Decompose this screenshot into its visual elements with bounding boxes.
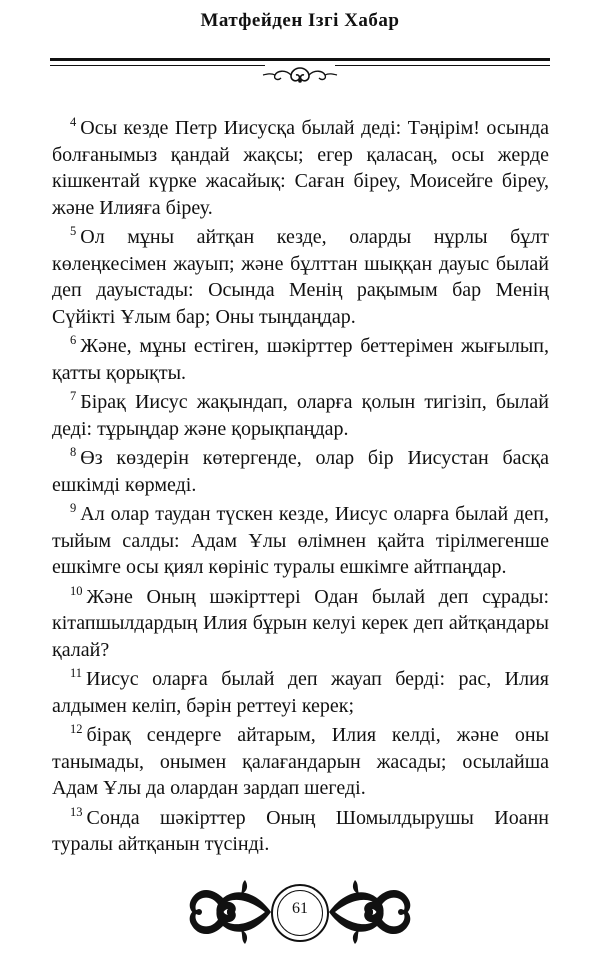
verse-text: Ал олар таудан түскен кезде, Иисус оларға былай деп, тыйым салды: Адам Ұлы өлімнен қайта тірілмегенше ешкімге осы қиял көрініс туралы ешкімге айтпаңдар. (52, 503, 549, 578)
verse-text: Және, мұны естіген, шәкірттер беттерімен жығылып, қатты қорықты. (52, 335, 549, 384)
verse-text: Ол мұны айтқан кезде, оларды нұрлы бұлт көлеңкесімен жауып; және бұлттан шыққан дауыс былай деп дауыстады: Осында Менің рақымым бар Менің Сүйікті Ұлым бар; Оны тыңдаңдар. (52, 226, 549, 328)
verse-number: 11 (70, 666, 83, 681)
verse-text: Бірақ Иисус жақындап, оларға қолын тигізіп, былай деді: тұрыңдар және қорықпаңдар. (52, 391, 549, 440)
verse-text: бірақ сендерге айтарым, Илия келді, және оны танымады, онымен қалағандарын жасады; осылайша Адам Ұлы да олардан зардап шегеді. (52, 724, 549, 799)
verse-6 (52, 333, 549, 386)
verse-text-body (52, 115, 549, 861)
verse-number: 12 (70, 722, 83, 737)
page-number: 61 (292, 900, 308, 917)
verse-7 (52, 389, 549, 442)
verse-12 (52, 722, 549, 802)
verse-13 (52, 805, 549, 858)
verse-8 (52, 445, 549, 498)
verse-number: 4 (70, 115, 77, 130)
verse-text: Өз көздерін көтергенде, олар бір Иисустан басқа ешкімді көрмеді. (52, 447, 549, 496)
verse-number: 9 (70, 501, 77, 516)
verse-number: 7 (70, 389, 77, 404)
verse-9 (52, 501, 549, 581)
running-header-title: Матфейден Ізгі Хабар (200, 10, 400, 31)
verse-4 (52, 115, 549, 221)
verse-number: 10 (70, 583, 83, 598)
verse-text: Иисус оларға былай деп жауап берді: рас, Илия алдымен келіп, бәрін реттеуі керек; (52, 668, 549, 717)
header-ornament-icon (255, 63, 345, 85)
verse-text: Және Оның шәкірттері Одан былай деп сұрады: кітапшылдардың Илия бұрын келуі керек деп айтқандары қалай? (52, 585, 549, 661)
verse-number: 13 (70, 804, 83, 819)
verse-number: 8 (70, 445, 77, 460)
verse-number: 6 (70, 333, 77, 348)
header-rule-thick (50, 58, 550, 61)
verse-text: Сонда шәкірттер Оның Шомылдырушы Иоанн туралы айтқанын түсінді. (52, 806, 549, 855)
verse-number: 5 (70, 224, 77, 239)
verse-5 (52, 224, 549, 330)
verse-text: Осы кезде Петр Иисусқа былай деді: Тәңірім! осында болғанымыз қандай жақсы; егер қаласаң, осы жерде кішкентай күрке жасайық: Саған біреу, Моисейге біреу, және Илияға біреу. (52, 117, 549, 219)
verse-10 (52, 584, 549, 664)
verse-11 (52, 666, 549, 719)
